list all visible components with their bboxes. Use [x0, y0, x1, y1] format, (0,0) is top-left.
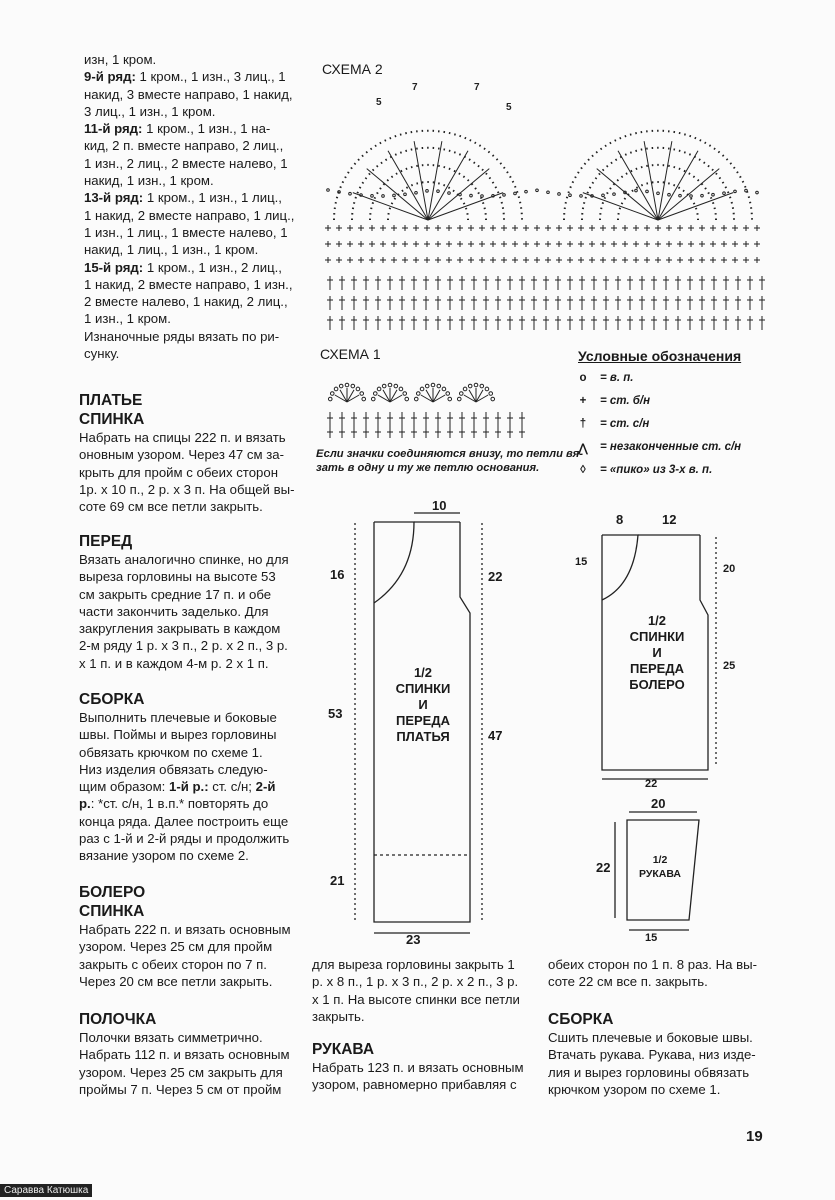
bolero-dim-right-upper: 20 [723, 563, 736, 575]
chain-dot [547, 191, 550, 194]
dress-dim-left-upper: 16 [330, 567, 345, 582]
sleeve-label-line: 1/2 [652, 854, 668, 866]
text-line: Набрать 112 п. и вязать основным [79, 1047, 290, 1063]
front-text [79, 551, 301, 672]
stitch-ray [597, 169, 658, 220]
schema2-num-2: 7 [412, 82, 418, 93]
chain-dot [425, 384, 429, 388]
chain-arc [388, 182, 468, 220]
stitch-ray [353, 193, 428, 220]
text-line: Набрать 222 п. и вязать основным [79, 922, 291, 937]
chain-dot [437, 384, 441, 388]
page-number: 19 [746, 1128, 763, 1145]
text-line: крыть для пройм с обеих сторон [79, 464, 278, 480]
dress-label-line: ПЕРЕДА [395, 713, 450, 728]
legend-symbol-icon: ◊ [580, 464, 586, 476]
sleeve-dim-left: 22 [596, 860, 611, 875]
assembly-line: швы. Поймы и вырез горловины [79, 727, 277, 743]
legend-text: = незаконченные ст. с/н [600, 441, 742, 453]
chain-dot [349, 192, 352, 195]
chain-dot [668, 193, 671, 196]
chain-dot [394, 384, 398, 388]
dress-section [79, 391, 301, 515]
chain-dot [459, 392, 463, 396]
text-line: Полочки вязать симметрично. [79, 1030, 263, 1045]
assembly-line: Низ изделия обвязать следую- [79, 761, 268, 777]
legend-symbol-icon: † [579, 418, 587, 430]
chain-dot [489, 392, 493, 396]
bolero-title: БОЛЕРО [79, 884, 146, 901]
chain-dot [679, 194, 682, 197]
left-column [84, 51, 302, 362]
chain-dot [602, 194, 605, 197]
chain-dot [491, 397, 495, 401]
sleeve-pattern-label [630, 853, 690, 881]
sleeves-title: РУКАВА [312, 1041, 375, 1058]
chain-dot [330, 392, 334, 396]
chain-dot [734, 190, 737, 193]
chain-dot [356, 387, 360, 391]
chain-dot [431, 383, 435, 387]
assembly-section [79, 690, 301, 865]
chain-dot [403, 392, 407, 396]
dress-dim-top: 10 [432, 498, 447, 513]
text-line: Втачать рукава. Рукава, низ изде- [548, 1047, 756, 1063]
schema2-num-3: 7 [474, 82, 480, 93]
legend-item [579, 372, 634, 384]
intro-line: изн, 1 кром. [84, 52, 157, 67]
dress-label-line: СПИНКИ [395, 681, 451, 696]
assembly-line: щим образом: 1-й р.: ст. с/н; 2-й [79, 779, 276, 795]
chain-dot [701, 194, 704, 197]
assembly-line: р.: *ст. с/н, 1 в.п.* повторять до [79, 796, 269, 812]
intro-line: Изнаночные ряды вязать по ри- [84, 328, 280, 344]
intro-line: кид, 2 п. вместе направо, 2 лиц., [84, 138, 284, 154]
text-line: узором. Через 25 см закрыть для [79, 1064, 283, 1080]
text-line: крючком узором по схеме 1. [548, 1081, 721, 1097]
chain-dot [457, 397, 461, 401]
back-title: СПИНКА [79, 411, 145, 428]
stitch-ray [658, 169, 719, 220]
bolero-section [79, 883, 301, 990]
bolero-back-text [79, 921, 301, 990]
chain-dot [459, 193, 462, 196]
chain-dot [569, 194, 572, 197]
stitch-ray [658, 193, 733, 220]
chain-arc [370, 165, 486, 220]
chain-dot [468, 384, 472, 388]
text-line: для выреза горловины закрыть 1 [312, 957, 515, 972]
chain-dot [371, 195, 374, 198]
chain-dot [360, 194, 363, 197]
chain-dot [442, 387, 446, 391]
intro-text [84, 51, 302, 362]
front-title: ПЕРЕД [79, 533, 133, 550]
bolero-dim-top-right: 12 [662, 512, 677, 527]
intro-line: накид, 3 вместе направо, 1 накид, [84, 86, 293, 102]
chain-dot [416, 392, 420, 396]
chain-dot [723, 192, 726, 195]
chain-dot [388, 383, 392, 387]
chain-arc [334, 131, 522, 220]
dress-title: ПЛАТЬЕ [79, 392, 143, 409]
shelf-text [79, 1029, 301, 1098]
note [316, 447, 586, 475]
legend-symbol-icon: o [579, 372, 587, 384]
chain-dot [437, 190, 440, 193]
bolero-label-line: СПИНКИ [629, 629, 685, 644]
text-line: р. х 8 п., 1 р. х 3 п., 2 р. х 2 п., 3 р. [312, 974, 519, 990]
right-assembly-text [548, 1029, 770, 1098]
text-line: Набрать на спицы 222 п. и вязать [79, 430, 286, 445]
note-line-1: Если значки соединяются внизу, то петли вя- [316, 448, 583, 460]
legend-text: = ст. с/н [600, 418, 650, 430]
chain-arc [582, 148, 734, 220]
sleeve-label-line: РУКАВА [638, 868, 682, 880]
note-line-2: зать в одну и ту же петлю основания. [316, 462, 540, 474]
back-text [79, 429, 301, 515]
text-line: проймы 7 п. Через 5 см от пройм [79, 1081, 282, 1097]
front-section [79, 532, 301, 672]
chain-dot [646, 190, 649, 193]
text-line: Вязать аналогично спинке, но для [79, 552, 289, 567]
bolero-dim-left: 15 [575, 556, 588, 568]
assembly-line: Выполнить плечевые и боковые [79, 710, 277, 725]
chain-dot [480, 384, 484, 388]
legend-item [579, 418, 650, 430]
chain-dot [745, 189, 748, 192]
legend-item [578, 441, 742, 455]
chain-dot [485, 387, 489, 391]
chain-dot [339, 384, 343, 388]
text-line: обеих сторон по 1 п. 8 раз. На вы- [548, 957, 758, 972]
chain-dot [470, 194, 473, 197]
chain-dot [503, 194, 506, 197]
text-line: см закрыть средние 17 п. и обе [79, 586, 272, 602]
chain-dot [558, 193, 561, 196]
chain-dot [448, 192, 451, 195]
chain-dot [382, 384, 386, 388]
chain-dot [712, 193, 715, 196]
text-line: закрыть с обеих сторон по 7 п. [79, 956, 267, 972]
intro-line: накид, 1 лиц., 1 изн., 1 кром. [84, 242, 259, 258]
chain-arc [352, 148, 504, 220]
chain-dot [420, 387, 424, 391]
chain-dot [393, 194, 396, 197]
text-line: Сшить плечевые и боковые швы. [548, 1030, 753, 1045]
assembly-title: СБОРКА [79, 691, 145, 708]
dress-dim-right-middle: 47 [488, 728, 503, 743]
text-line: закрыть. [312, 1008, 365, 1024]
text-line: соте 22 см все п. закрыть. [548, 974, 708, 990]
right-text [548, 956, 770, 991]
legend-title: Условные обозначения [578, 348, 742, 364]
intro-line: 1 изн., 1 кром. [84, 311, 171, 327]
assembly-text [79, 709, 301, 865]
chain-dot [690, 195, 693, 198]
shelf-title: ПОЛОЧКА [79, 1011, 157, 1028]
chain-dot [371, 397, 375, 401]
chain-dot [362, 397, 366, 401]
intro-line: 1 изн., 2 лиц., 2 вместе налево, 1 [84, 155, 288, 171]
text-line: закругления закрывать в каждом [79, 621, 281, 637]
intro-line: 3 лиц., 1 изн., 1 кром. [84, 103, 216, 119]
text-line: 2-м ряду 1 р. х 3 п., 2 р. х 2 п., 3 р. [79, 638, 288, 654]
dress-label-line: И [418, 697, 428, 712]
chain-dot [404, 193, 407, 196]
schema2-label: СХЕМА 2 [322, 61, 383, 77]
intro-line: 9-й ряд: 1 кром., 1 изн., 3 лиц., 1 [84, 69, 286, 85]
chain-dot [382, 195, 385, 198]
schema2-diagram [318, 60, 778, 350]
schema2-num-4: 5 [506, 102, 512, 113]
footer-left: Саравва Катюшка [0, 1184, 92, 1197]
text-line: узором, равномерно прибавляя с [312, 1077, 517, 1093]
bolero-label-line: БОЛЕРО [629, 677, 685, 692]
chain-dot [756, 191, 759, 194]
stitch-ray [367, 169, 428, 220]
legend-text: = «пико» из 3-х в. п. [600, 464, 713, 476]
intro-line: 15-й ряд: 1 кром., 1 изн., 2 лиц., [84, 259, 282, 275]
dress-dim-left-lower: 21 [330, 873, 345, 888]
sleeve-dim-top: 20 [651, 796, 666, 811]
text-line: Набрать 123 п. и вязать основным [312, 1060, 524, 1075]
chain-dot [399, 387, 403, 391]
intro-line: 13-й ряд: 1 кром., 1 изн., 1 лиц., [84, 190, 282, 206]
bolero-dim-bottom: 22 [645, 778, 658, 790]
legend-item [580, 464, 713, 476]
right-assembly-title: СБОРКА [548, 1011, 614, 1028]
text-line: х 1 п. и в каждом 4-м р. 2 х 1 п. [79, 655, 269, 671]
chain-dot [327, 189, 330, 192]
sleeve-dim-bottom: 15 [645, 932, 658, 944]
assembly-line: обвязать крючком по схеме 1. [79, 744, 263, 760]
sleeves-section [312, 1040, 534, 1094]
chain-dot [328, 397, 332, 401]
dress-dim-left-middle: 53 [328, 706, 343, 721]
chain-dot [657, 192, 660, 195]
chain-dot [345, 383, 349, 387]
sleeves-text [312, 1059, 534, 1094]
schema1-label: СХЕМА 1 [320, 346, 381, 362]
chain-dot [334, 387, 338, 391]
dress-dim-right-upper: 22 [488, 569, 503, 584]
legend-symbol-icon: ⋀ [578, 443, 588, 455]
chain-dot [414, 397, 418, 401]
text-line: части закончить заделько. Для [79, 603, 269, 619]
text-line: оновным узором. Через 47 см за- [79, 447, 284, 463]
chain-dot [360, 392, 364, 396]
chain-dot [373, 392, 377, 396]
text-line: 1р. х 10 п., 2 р. х 3 п. На общей вы- [79, 481, 295, 497]
bolero-dim-top-left: 8 [616, 512, 624, 527]
bolero-label-line: 1/2 [647, 613, 667, 628]
intro-line: накид, 1 изн., 1 кром. [84, 173, 214, 189]
dress-label-line: ПЛАТЬЯ [396, 729, 450, 744]
intro-line: 1 изн., 1 лиц., 1 вместе налево, 1 [84, 224, 288, 240]
chain-dot [536, 189, 539, 192]
bolero-dim-right-lower: 25 [723, 660, 736, 672]
text-line: Через 20 см все петли закрыть. [79, 973, 273, 989]
intro-line: 2 вместе налево, 1 накид, 2 лиц., [84, 294, 288, 310]
text-line: выреза горловины на высоте 53 [79, 569, 276, 585]
assembly-line: раз с 1-й и 2-й ряды и продолжить [79, 831, 290, 847]
dress-pattern-label [376, 665, 470, 745]
bolero-pattern-label [612, 613, 702, 693]
chain-dot [351, 384, 355, 388]
legend-text: = в. п. [600, 372, 634, 384]
bolero-label-line: ПЕРЕДА [629, 661, 684, 676]
text-line: узором. Через 25 см для пройм [79, 939, 273, 955]
chain-dot [492, 194, 495, 197]
text-line: лия и вырез горловины обвязать [548, 1064, 750, 1080]
bolero-label-line: И [652, 645, 662, 660]
dress-label-line: 1/2 [413, 665, 433, 680]
chain-dot [525, 190, 528, 193]
right-assembly-section [548, 1010, 770, 1098]
schema1-diagram [322, 370, 542, 442]
chain-dot [426, 190, 429, 193]
text-line: соте 69 см все петли закрыть. [79, 499, 263, 515]
intro-line: 11-й ряд: 1 кром., 1 изн., 1 на- [84, 121, 271, 137]
chain-arc [618, 182, 698, 220]
shelf-section [79, 1010, 301, 1098]
dress-dim-bottom: 23 [406, 932, 421, 947]
middle-text [312, 956, 534, 1025]
assembly-line: вязание узором по схеме 2. [79, 848, 249, 864]
schema2-num-1: 5 [376, 97, 382, 108]
chain-dot [405, 397, 409, 401]
assembly-line: конца ряда. Далее построить еще [79, 813, 289, 829]
chain-arc [564, 131, 752, 220]
intro-line: 1 накид, 2 вместе направо, 1 изн., [84, 276, 293, 292]
chain-dot [448, 397, 452, 401]
legend-text: = ст. б/н [600, 395, 651, 407]
legend-symbol-icon: + [579, 395, 587, 407]
chain-dot [613, 193, 616, 196]
text-line: х 1 п. На высоте спинки все петли [312, 991, 520, 1007]
bolero-back-title: СПИНКА [79, 903, 145, 920]
chain-dot [481, 195, 484, 198]
chain-dot [377, 387, 381, 391]
chain-dot [463, 387, 467, 391]
intro-line: сунку. [84, 346, 120, 362]
stitch-ray [583, 193, 658, 220]
chain-dot [474, 383, 478, 387]
chain-dot [446, 392, 450, 396]
chain-dot [415, 191, 418, 194]
chain-dot [580, 195, 583, 198]
chain-dot [635, 189, 638, 192]
intro-line: 1 накид, 2 вместе направо, 1 лиц., [84, 207, 295, 223]
chain-dot [514, 192, 517, 195]
legend-item [579, 395, 651, 407]
